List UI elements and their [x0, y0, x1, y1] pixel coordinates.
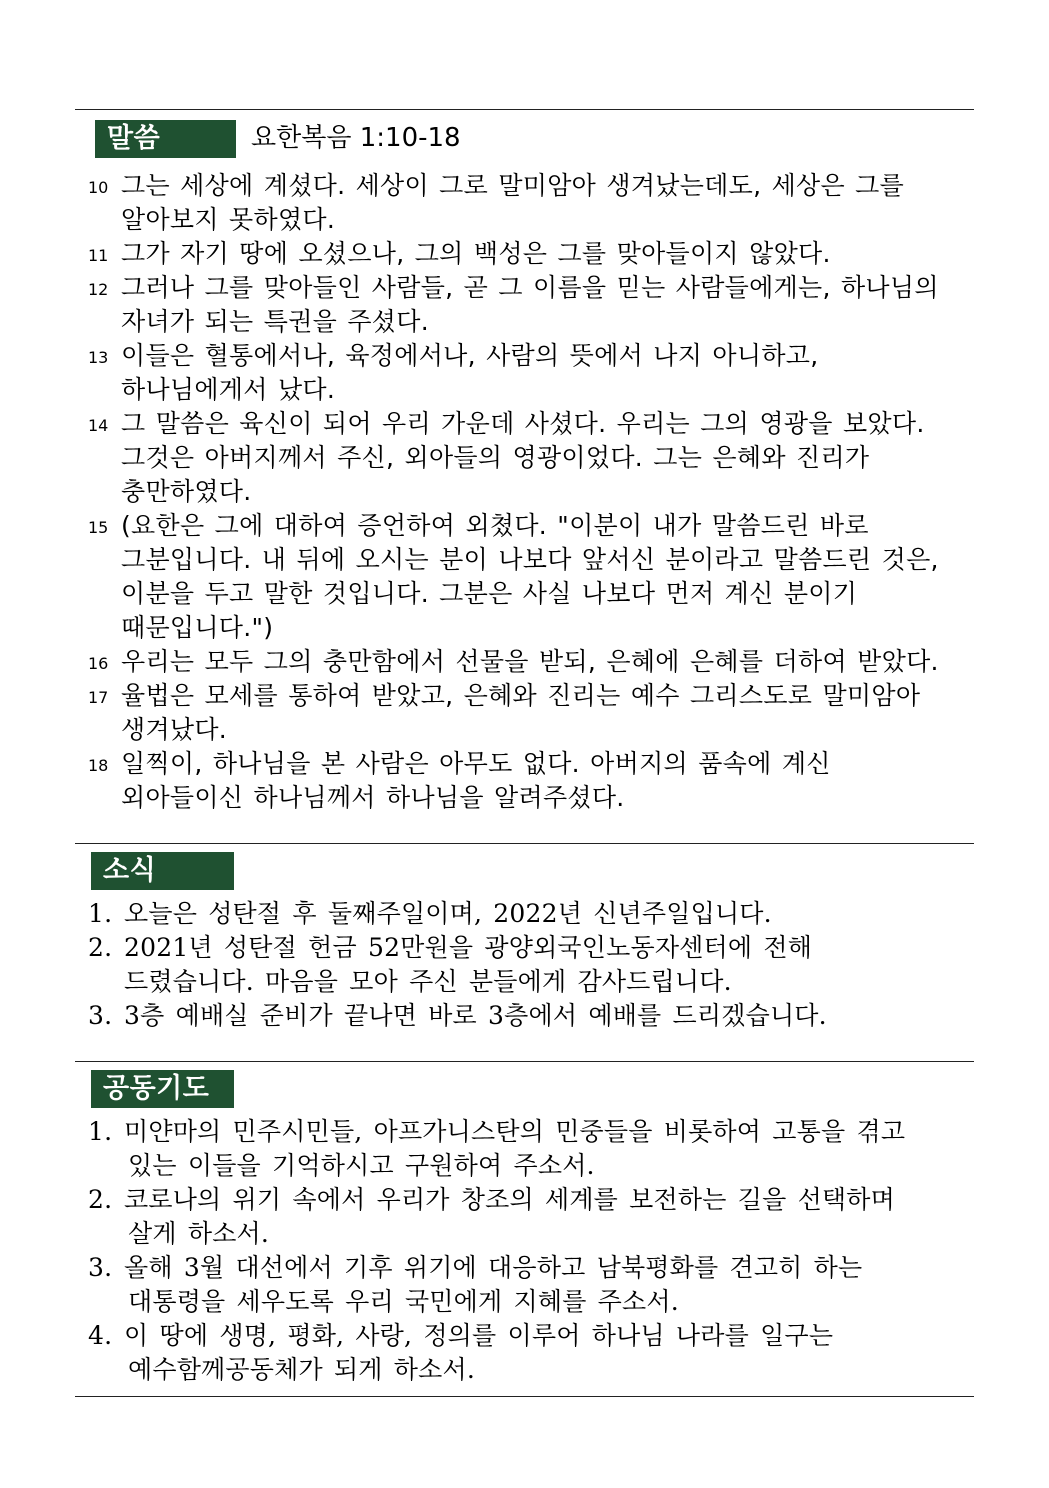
news-section-label: 소식: [91, 852, 234, 890]
prayer-section-label: 공동기도: [91, 1070, 234, 1108]
verse-line: 때문입니다."): [121, 613, 274, 642]
verse-line: 그는 세상에 계셨다. 세상이 그로 말미암아 생겨났는데도, 세상은 그를: [121, 171, 905, 200]
verse-line: 이분을 두고 말한 것입니다. 그분은 사실 나보다 먼저 계신 분이기: [121, 579, 858, 608]
verse-14: [88, 407, 968, 509]
scripture-reference: 요한복음 1:10-18: [251, 123, 461, 153]
verse-line: 생겨났다.: [121, 715, 228, 744]
verse-line: 우리는 모두 그의 충만함에서 선물을 받되, 은혜에 은혜를 더하여 받았다.: [121, 647, 939, 676]
verse-line: (요한은 그에 대하여 증언하여 외쳤다. "이분이 내가 말씀드린 바로: [121, 511, 869, 540]
item-number: 1.: [88, 899, 113, 928]
item-line: 대통령을 세우도록 우리 국민에게 지혜를 주소서.: [128, 1287, 679, 1316]
verse-line: 알아보지 못하였다.: [121, 205, 336, 234]
verse-10: [88, 169, 968, 237]
verse-15: [88, 509, 968, 645]
verse-number: 15: [88, 518, 109, 537]
verse-number: 18: [88, 756, 109, 775]
verse-number: 14: [88, 416, 109, 435]
verse-number: 12: [88, 280, 109, 299]
verse-number: 16: [88, 654, 109, 673]
item-number: 3.: [88, 1001, 113, 1030]
verse-line: 하나님에게서 났다.: [121, 375, 336, 404]
verse-list: [88, 169, 968, 815]
item-line: 살게 하소서.: [128, 1219, 270, 1248]
verse-line: 율법은 모세를 통하여 받았고, 은혜와 진리는 예수 그리스도로 말미암아: [121, 681, 921, 710]
verse-12: [88, 271, 968, 339]
verse-16: [88, 645, 968, 679]
verse-line: 외아들이신 하나님께서 하나님을 알려주셨다.: [121, 783, 625, 812]
verse-number: 10: [88, 178, 109, 197]
item-line: 있는 이들을 기억하시고 구원하여 주소서.: [128, 1151, 595, 1180]
news-item-1: [88, 897, 968, 931]
item-line: 드렸습니다. 마음을 모아 주신 분들에게 감사드립니다.: [124, 967, 732, 996]
verse-line: 충만하였다.: [121, 477, 252, 506]
verse-number: 11: [88, 246, 109, 265]
news-item-2: [88, 931, 968, 999]
item-number: 3.: [88, 1253, 113, 1282]
item-line: 오늘은 성탄절 후 둘째주일이며, 2022년 신년주일입니다.: [124, 899, 772, 928]
scripture-section-label: 말씀: [95, 120, 236, 158]
verse-18: [88, 747, 968, 815]
item-number: 2.: [88, 1185, 113, 1214]
verse-line: 자녀가 되는 특권을 주셨다.: [121, 307, 429, 336]
verse-line: 그 말씀은 육신이 되어 우리 가운데 사셨다. 우리는 그의 영광을 보았다.: [121, 409, 925, 438]
prayer-item-2: [88, 1183, 968, 1251]
item-number: 4.: [88, 1321, 113, 1350]
item-line: 2021년 성탄절 헌금 52만원을 광양외국인노동자센터에 전해: [124, 933, 813, 962]
verse-line: 그가 자기 땅에 오셨으나, 그의 백성은 그를 맞아들이지 않았다.: [121, 239, 831, 268]
prayer-item-3: [88, 1251, 968, 1319]
verse-line: 그것은 아버지께서 주신, 외아들의 영광이었다. 그는 은혜와 진리가: [121, 443, 870, 472]
item-line: 3층 예배실 준비가 끝나면 바로 3층에서 예배를 드리겠습니다.: [124, 1001, 827, 1030]
verse-13: [88, 339, 968, 407]
news-list: [88, 897, 968, 1033]
verse-line: 일찍이, 하나님을 본 사람은 아무도 없다. 아버지의 품속에 계신: [121, 749, 831, 778]
prayer-list: [88, 1115, 968, 1387]
prayer-item-4: [88, 1319, 968, 1387]
verse-number: 17: [88, 688, 109, 707]
bottom-divider: [75, 1396, 974, 1397]
item-line: 코로나의 위기 속에서 우리가 창조의 세계를 보전하는 길을 선택하며: [124, 1185, 895, 1214]
verse-17: [88, 679, 968, 747]
news-item-3: [88, 999, 968, 1033]
prayer-divider: [75, 1061, 974, 1062]
news-divider: [75, 843, 974, 844]
item-line: 미얀마의 민주시민들, 아프가니스탄의 민중들을 비롯하여 고통을 겪고: [124, 1117, 906, 1146]
prayer-item-1: [88, 1115, 968, 1183]
verse-number: 13: [88, 348, 109, 367]
verse-line: 그러나 그를 맞아들인 사람들, 곧 그 이름을 믿는 사람들에게는, 하나님의: [121, 273, 939, 302]
item-line: 이 땅에 생명, 평화, 사랑, 정의를 이루어 하나님 나라를 일구는: [124, 1321, 834, 1350]
item-number: 1.: [88, 1117, 113, 1146]
verse-11: [88, 237, 968, 271]
item-line: 예수함께공동체가 되게 하소서.: [128, 1355, 475, 1384]
top-divider: [75, 109, 974, 110]
item-line: 올해 3월 대선에서 기후 위기에 대응하고 남북평화를 견고히 하는: [124, 1253, 863, 1282]
verse-line: 이들은 혈통에서나, 육정에서나, 사람의 뜻에서 나지 아니하고,: [121, 341, 819, 370]
verse-line: 그분입니다. 내 뒤에 오시는 분이 나보다 앞서신 분이라고 말씀드린 것은,: [121, 545, 939, 574]
item-number: 2.: [88, 933, 113, 962]
